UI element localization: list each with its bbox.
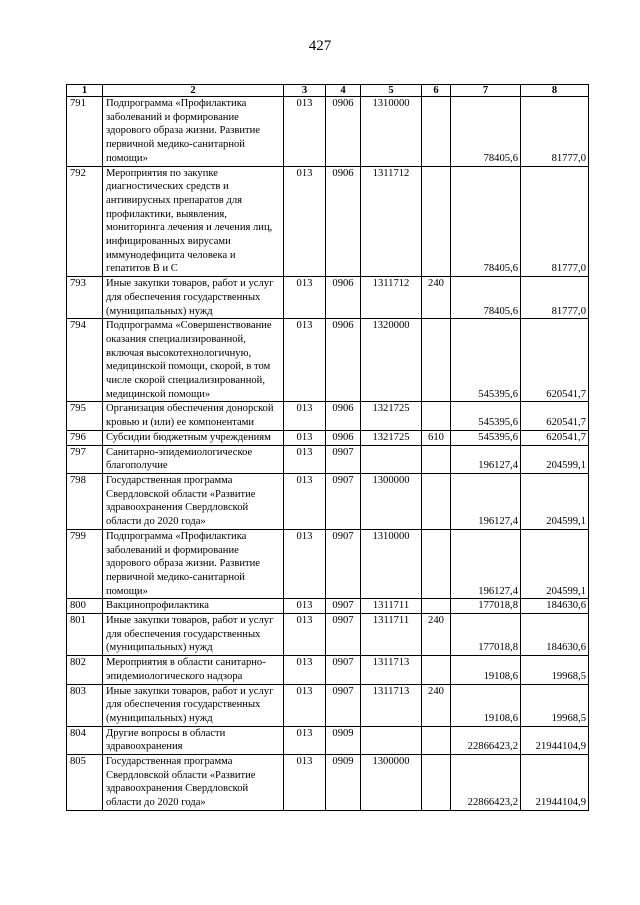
col4-code: 0907 <box>326 656 361 684</box>
row-number: 804 <box>67 726 103 754</box>
col3-code: 013 <box>284 402 326 430</box>
row-name: Государственная программа Свердловской области «Развитие здравоохранения Свердловской области до 2020 года» <box>103 755 284 811</box>
col8-value: 21944104,9 <box>521 726 589 754</box>
col5-code: 1311713 <box>361 656 422 684</box>
col5-code: 1311712 <box>361 166 422 277</box>
col7-value: 196127,4 <box>451 445 521 473</box>
table-row <box>67 529 589 599</box>
col6-code: 610 <box>422 430 451 445</box>
col6-code <box>422 319 451 402</box>
row-name: Санитарно-эпидемиологическое благополучие <box>103 445 284 473</box>
col4-code: 0907 <box>326 473 361 529</box>
col4-code: 0907 <box>326 614 361 656</box>
row-number: 800 <box>67 599 103 614</box>
col7-value: 19108,6 <box>451 656 521 684</box>
col6-code <box>422 473 451 529</box>
col4-code: 0906 <box>326 166 361 277</box>
col8-value: 184630,6 <box>521 599 589 614</box>
col6-code <box>422 166 451 277</box>
row-name: Иные закупки товаров, работ и услуг для обеспечения государственных (муниципальных) нужд <box>103 684 284 726</box>
col4-code: 0906 <box>326 430 361 445</box>
column-header: 6 <box>422 85 451 97</box>
col6-code <box>422 445 451 473</box>
col6-code <box>422 656 451 684</box>
row-number: 797 <box>67 445 103 473</box>
col7-value: 78405,6 <box>451 277 521 319</box>
col7-value: 177018,8 <box>451 599 521 614</box>
col5-code <box>361 445 422 473</box>
row-number: 798 <box>67 473 103 529</box>
table-header-row <box>67 85 589 97</box>
col4-code: 0907 <box>326 599 361 614</box>
col8-value: 620541,7 <box>521 319 589 402</box>
budget-table <box>66 84 589 811</box>
col5-code <box>361 726 422 754</box>
col3-code: 013 <box>284 599 326 614</box>
row-name: Иные закупки товаров, работ и услуг для обеспечения государственных (муниципальных) нужд <box>103 277 284 319</box>
col7-value: 22866423,2 <box>451 726 521 754</box>
col3-code: 013 <box>284 614 326 656</box>
column-header: 7 <box>451 85 521 97</box>
col3-code: 013 <box>284 430 326 445</box>
table-row <box>67 726 589 754</box>
col8-value: 204599,1 <box>521 473 589 529</box>
row-name: Другие вопросы в области здравоохранения <box>103 726 284 754</box>
col7-value: 22866423,2 <box>451 755 521 811</box>
row-name: Мероприятия в области санитарно-эпидемиологического надзора <box>103 656 284 684</box>
col3-code: 013 <box>284 277 326 319</box>
col8-value: 184630,6 <box>521 614 589 656</box>
col4-code: 0907 <box>326 684 361 726</box>
column-header: 5 <box>361 85 422 97</box>
col4-code: 0907 <box>326 529 361 599</box>
table-row <box>67 277 589 319</box>
column-header: 2 <box>103 85 284 97</box>
table-row <box>67 656 589 684</box>
page-number: 427 <box>308 38 332 54</box>
table-row <box>67 755 589 811</box>
row-number: 791 <box>67 97 103 167</box>
col8-value: 204599,1 <box>521 529 589 599</box>
col6-code <box>422 402 451 430</box>
col6-code: 240 <box>422 684 451 726</box>
col3-code: 013 <box>284 319 326 402</box>
table-row <box>67 473 589 529</box>
col5-code: 1311712 <box>361 277 422 319</box>
col4-code: 0906 <box>326 277 361 319</box>
col4-code: 0909 <box>326 726 361 754</box>
row-name: Подпрограмма «Совершенствование оказания специализированной, включая высокотехнологичную, медицинской помощи, скорой, в том числе скорой специализированной, медицинской помощи» <box>103 319 284 402</box>
col8-value: 204599,1 <box>521 445 589 473</box>
col6-code: 240 <box>422 614 451 656</box>
col7-value: 78405,6 <box>451 97 521 167</box>
col8-value: 21944104,9 <box>521 755 589 811</box>
col3-code: 013 <box>284 755 326 811</box>
column-header: 8 <box>521 85 589 97</box>
row-number: 805 <box>67 755 103 811</box>
col5-code: 1311713 <box>361 684 422 726</box>
row-number: 796 <box>67 430 103 445</box>
col5-code: 1320000 <box>361 319 422 402</box>
col4-code: 0906 <box>326 319 361 402</box>
col5-code: 1300000 <box>361 473 422 529</box>
table-row <box>67 599 589 614</box>
col4-code: 0906 <box>326 97 361 167</box>
table-row <box>67 97 589 167</box>
col3-code: 013 <box>284 166 326 277</box>
row-number: 799 <box>67 529 103 599</box>
col6-code <box>422 755 451 811</box>
col3-code: 013 <box>284 529 326 599</box>
col5-code: 1310000 <box>361 97 422 167</box>
table-row <box>67 430 589 445</box>
col3-code: 013 <box>284 726 326 754</box>
col8-value: 19968,5 <box>521 656 589 684</box>
row-number: 794 <box>67 319 103 402</box>
row-number: 792 <box>67 166 103 277</box>
col3-code: 013 <box>284 473 326 529</box>
col7-value: 177018,8 <box>451 614 521 656</box>
row-number: 803 <box>67 684 103 726</box>
col8-value: 620541,7 <box>521 430 589 445</box>
col5-code: 1321725 <box>361 430 422 445</box>
col7-value: 196127,4 <box>451 473 521 529</box>
table-row <box>67 166 589 277</box>
table-row <box>67 445 589 473</box>
row-name: Организация обеспечения донорской кровью и (или) ее компонентами <box>103 402 284 430</box>
col8-value: 81777,0 <box>521 97 589 167</box>
col6-code <box>422 726 451 754</box>
col6-code: 240 <box>422 277 451 319</box>
col8-value: 81777,0 <box>521 166 589 277</box>
row-name: Государственная программа Свердловской области «Развитие здравоохранения Свердловской области до 2020 года» <box>103 473 284 529</box>
col7-value: 545395,6 <box>451 319 521 402</box>
col5-code: 1300000 <box>361 755 422 811</box>
col3-code: 013 <box>284 684 326 726</box>
col5-code: 1321725 <box>361 402 422 430</box>
row-number: 802 <box>67 656 103 684</box>
table-row <box>67 684 589 726</box>
table-row <box>67 319 589 402</box>
row-name: Иные закупки товаров, работ и услуг для обеспечения государственных (муниципальных) нужд <box>103 614 284 656</box>
col4-code: 0907 <box>326 445 361 473</box>
column-header: 4 <box>326 85 361 97</box>
row-name: Субсидии бюджетным учреждениям <box>103 430 284 445</box>
col5-code: 1311711 <box>361 599 422 614</box>
row-number: 801 <box>67 614 103 656</box>
col3-code: 013 <box>284 445 326 473</box>
col7-value: 545395,6 <box>451 402 521 430</box>
col5-code: 1310000 <box>361 529 422 599</box>
col3-code: 013 <box>284 97 326 167</box>
row-name: Мероприятия по закупке диагностических средств и антивирусных препаратов для профилактики, выявления, мониторинга лечения и лечения лиц, инфицированных вирусами иммунодефицита человека и гепатитов В и С <box>103 166 284 277</box>
row-number: 795 <box>67 402 103 430</box>
col6-code <box>422 97 451 167</box>
col7-value: 196127,4 <box>451 529 521 599</box>
col8-value: 620541,7 <box>521 402 589 430</box>
col8-value: 19968,5 <box>521 684 589 726</box>
col6-code <box>422 529 451 599</box>
col7-value: 78405,6 <box>451 166 521 277</box>
col4-code: 0909 <box>326 755 361 811</box>
row-name: Подпрограмма «Профилактика заболеваний и формирование здорового образа жизни. Развитие первичной медико-санитарной помощи» <box>103 97 284 167</box>
row-name: Вакцинопрофилактика <box>103 599 284 614</box>
col7-value: 19108,6 <box>451 684 521 726</box>
col6-code <box>422 599 451 614</box>
column-header: 1 <box>67 85 103 97</box>
row-number: 793 <box>67 277 103 319</box>
table-row <box>67 402 589 430</box>
col4-code: 0906 <box>326 402 361 430</box>
col8-value: 81777,0 <box>521 277 589 319</box>
column-header: 3 <box>284 85 326 97</box>
col7-value: 545395,6 <box>451 430 521 445</box>
col3-code: 013 <box>284 656 326 684</box>
row-name: Подпрограмма «Профилактика заболеваний и формирование здорового образа жизни. Развитие первичной медико-санитарной помощи» <box>103 529 284 599</box>
table-row <box>67 614 589 656</box>
col5-code: 1311711 <box>361 614 422 656</box>
